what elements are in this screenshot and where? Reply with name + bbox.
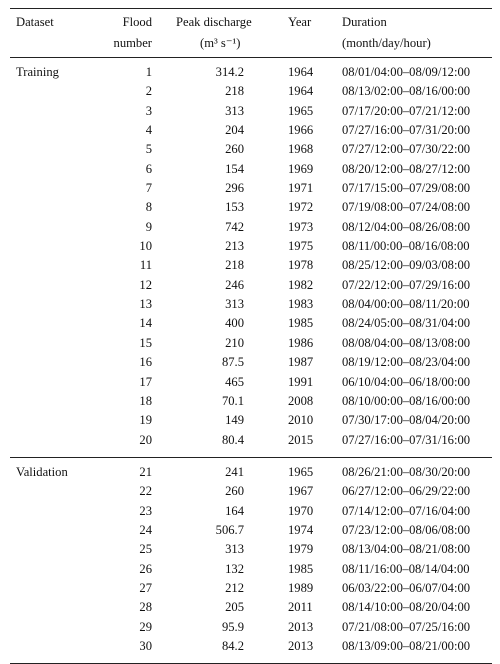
flood-number-cell: 20: [139, 432, 152, 447]
table-row: [10, 334, 492, 353]
table-row: [10, 140, 492, 159]
year-cell: 2013: [272, 637, 330, 664]
flood-number-cell: 8: [145, 200, 152, 215]
peak-discharge-cell: 204: [225, 123, 244, 138]
peak-discharge-cell: 84.2: [162, 637, 272, 664]
flood-number-cell: 10: [139, 239, 152, 254]
table-row: [10, 637, 492, 664]
dataset-cell: [10, 198, 96, 217]
table-row: [10, 353, 492, 372]
year-cell: 1975: [288, 239, 314, 254]
year-cell: 1987: [288, 355, 314, 370]
flood-number-cell: 17: [139, 374, 152, 389]
dataset-cell: [10, 179, 96, 198]
duration-cell: 08/26/21:00–08/30/20:00: [330, 457, 492, 482]
duration-cell: 08/01/04:00–08/09/12:00: [342, 65, 471, 79]
peak-discharge-cell: 313: [225, 542, 244, 557]
peak-discharge-cell: 95.9: [221, 619, 244, 634]
year-cell: 1983: [288, 297, 314, 312]
year-cell: 1968: [288, 142, 314, 157]
dataset-cell: [10, 579, 96, 598]
peak-discharge-cell: 205: [225, 600, 244, 615]
peak-discharge-cell: 260: [225, 484, 244, 499]
table-row: [10, 237, 492, 256]
year-cell: 1967: [288, 484, 314, 499]
peak-discharge-cell: 153: [225, 200, 244, 215]
duration-cell: 08/11/16:00–08/14/04:00: [342, 561, 470, 576]
duration-cell: 06/10/04:00–06/18/00:00: [342, 374, 471, 389]
peak-discharge-cell: 132: [225, 561, 244, 576]
dataset-cell: [10, 540, 96, 559]
duration-cell: 08/10/00:00–08/16/00:00: [342, 393, 471, 408]
peak-discharge-cell: 149: [225, 413, 244, 428]
duration-cell: 08/20/12:00–08/27/12:00: [342, 161, 471, 176]
dataset-cell: [10, 295, 96, 314]
duration-cell: 07/19/08:00–07/24/08:00: [342, 200, 471, 215]
table-row: [10, 218, 492, 237]
year-cell: 1989: [288, 580, 314, 595]
table-row: [10, 482, 492, 501]
duration-cell: 08/14/10:00–08/20/04:00: [342, 600, 471, 615]
table-row: [10, 618, 492, 637]
peak-discharge-cell: 241: [162, 457, 272, 482]
duration-cell: 08/24/05:00–08/31/04:00: [342, 316, 471, 331]
year-cell: 1966: [288, 123, 314, 138]
year-cell: 1973: [288, 219, 314, 234]
dataset-cell: [10, 521, 96, 540]
table-row: [10, 179, 492, 198]
year-cell: 2011: [288, 600, 313, 615]
header-dataset: Dataset: [10, 9, 96, 58]
dataset-cell: [10, 618, 96, 637]
table-row: [10, 102, 492, 121]
peak-discharge-cell: 213: [225, 239, 244, 254]
flood-number-cell: 7: [145, 181, 152, 196]
duration-cell: 08/19/12:00–08/23/04:00: [342, 355, 471, 370]
header-duration: Duration (month/day/hour): [330, 9, 492, 58]
dataset-cell: [10, 256, 96, 275]
flood-number-cell: 28: [139, 600, 152, 615]
training-group: [10, 58, 492, 458]
year-cell: 1964: [288, 65, 314, 79]
year-cell: 1970: [288, 503, 314, 518]
duration-cell: 07/23/12:00–08/06/08:00: [342, 522, 471, 537]
dataset-cell: [10, 373, 96, 392]
table-row: [10, 431, 492, 458]
table-row: [10, 411, 492, 430]
duration-cell: 06/27/12:00–06/29/22:00: [342, 484, 471, 499]
duration-cell: 07/21/08:00–07/25/16:00: [342, 619, 471, 634]
header-flood-number: Flood number: [96, 9, 162, 58]
year-cell: 2013: [288, 619, 314, 634]
table-row: [10, 457, 492, 482]
year-cell: 1964: [288, 84, 314, 99]
peak-discharge-cell: 246: [225, 277, 244, 292]
flood-events-table: [10, 8, 492, 664]
table-row: [10, 256, 492, 275]
flood-number-cell: 9: [145, 219, 152, 234]
flood-number-cell: 19: [139, 413, 152, 428]
dataset-cell: [10, 102, 96, 121]
peak-discharge-cell: 465: [225, 374, 244, 389]
dataset-cell: Training: [16, 65, 59, 79]
flood-number-cell: 15: [139, 335, 152, 350]
table-row: [10, 598, 492, 617]
flood-number-cell: 26: [139, 561, 152, 576]
year-cell: 1978: [288, 258, 314, 273]
year-cell: 1991: [288, 374, 314, 389]
flood-number-cell: 12: [139, 277, 152, 292]
dataset-cell: [10, 218, 96, 237]
duration-cell: 08/25/12:00–09/03/08:00: [342, 258, 471, 273]
duration-cell: 07/27/16:00–07/31/16:00: [342, 432, 471, 447]
flood-number-cell: 2: [145, 84, 152, 99]
year-cell: 1985: [288, 316, 314, 331]
flood-number-cell: 3: [145, 103, 152, 118]
flood-number-cell: 22: [139, 484, 152, 499]
peak-discharge-cell: 218: [225, 84, 244, 99]
peak-discharge-cell: 70.1: [221, 393, 244, 408]
duration-cell: 07/27/12:00–07/30/22:00: [342, 142, 471, 157]
duration-cell: 08/13/04:00–08/21/08:00: [342, 542, 471, 557]
duration-cell: 07/30/17:00–08/04/20:00: [342, 413, 471, 428]
dataset-cell: [10, 237, 96, 256]
year-cell: 2010: [288, 413, 314, 428]
flood-number-cell: 30: [96, 637, 162, 664]
header-peak-discharge: Peak discharge (m³ s⁻¹): [162, 9, 272, 58]
duration-cell: 06/03/22:00–06/07/04:00: [342, 580, 471, 595]
flood-number-cell: 13: [139, 297, 152, 312]
table-row: [10, 540, 492, 559]
peak-discharge-cell: 210: [225, 335, 244, 350]
dataset-cell: [10, 598, 96, 617]
flood-number-cell: 1: [145, 65, 152, 79]
peak-discharge-cell: 212: [225, 580, 244, 595]
peak-discharge-cell: 80.4: [221, 432, 244, 447]
flood-number-cell: 27: [139, 580, 152, 595]
year-cell: 2015: [288, 432, 314, 447]
peak-discharge-cell: 87.5: [221, 355, 244, 370]
duration-cell: 07/14/12:00–07/16/04:00: [342, 503, 471, 518]
dataset-cell: [10, 411, 96, 430]
peak-discharge-cell: 400: [225, 316, 244, 331]
validation-group: [10, 457, 492, 663]
peak-discharge-cell: 742: [225, 219, 244, 234]
table-row: [10, 373, 492, 392]
flood-number-cell: 6: [145, 161, 152, 176]
year-cell: 1969: [288, 161, 314, 176]
dataset-cell: [10, 502, 96, 521]
peak-discharge-cell: 296: [225, 181, 244, 196]
flood-number-cell: 14: [139, 316, 152, 331]
dataset-cell: [10, 353, 96, 372]
dataset-cell: [10, 482, 96, 501]
duration-cell: 07/17/20:00–07/21/12:00: [342, 103, 471, 118]
peak-discharge-cell: 314.2: [215, 65, 244, 79]
dataset-cell: [10, 334, 96, 353]
year-cell: 1986: [288, 335, 314, 350]
peak-discharge-cell: 154: [225, 161, 244, 176]
dataset-cell: [10, 314, 96, 333]
dataset-cell: [10, 560, 96, 579]
duration-cell: 07/27/16:00–07/31/20:00: [342, 123, 471, 138]
dataset-cell: [10, 82, 96, 101]
flood-number-cell: 24: [139, 522, 152, 537]
dataset-cell: [10, 392, 96, 411]
year-cell: 1982: [288, 277, 314, 292]
flood-number-cell: 5: [145, 142, 152, 157]
flood-number-cell: 16: [139, 355, 152, 370]
year-cell: 1985: [288, 561, 314, 576]
duration-cell: 08/13/02:00–08/16/00:00: [342, 84, 471, 99]
duration-cell: 07/22/12:00–07/29/16:00: [342, 277, 471, 292]
flood-number-cell: 25: [139, 542, 152, 557]
table-row: [10, 121, 492, 140]
year-cell: 1972: [288, 200, 314, 215]
year-cell: 1979: [288, 542, 314, 557]
header-year: Year: [272, 9, 330, 58]
duration-cell: 08/08/04:00–08/13/08:00: [342, 335, 471, 350]
table-header: [10, 9, 492, 58]
peak-discharge-cell: 218: [225, 258, 244, 273]
table-row: [10, 502, 492, 521]
dataset-cell: [10, 121, 96, 140]
table-row: [10, 521, 492, 540]
peak-discharge-cell: 506.7: [215, 522, 244, 537]
peak-discharge-cell: 313: [225, 103, 244, 118]
peak-discharge-cell: 260: [225, 142, 244, 157]
table-row: [10, 160, 492, 179]
duration-cell: 08/12/04:00–08/26/08:00: [342, 219, 471, 234]
year-cell: 1965: [272, 457, 330, 482]
dataset-cell: [10, 637, 96, 664]
table-row: [10, 314, 492, 333]
year-cell: 2008: [288, 393, 314, 408]
year-cell: 1974: [288, 522, 314, 537]
peak-discharge-cell: 313: [225, 297, 244, 312]
dataset-cell: [10, 276, 96, 295]
table-row: [10, 276, 492, 295]
duration-cell: 08/11/00:00–08/16/08:00: [342, 239, 470, 254]
table-row: [10, 579, 492, 598]
table-row: [10, 295, 492, 314]
flood-number-cell: 23: [139, 503, 152, 518]
flood-number-cell: 29: [139, 619, 152, 634]
dataset-cell: [10, 140, 96, 159]
flood-number-cell: 4: [145, 123, 152, 138]
flood-number-cell: 11: [139, 258, 152, 273]
peak-discharge-cell: 164: [225, 503, 244, 518]
year-cell: 1971: [288, 181, 314, 196]
table-row: [10, 560, 492, 579]
duration-cell: 08/04/00:00–08/11/20:00: [342, 297, 470, 312]
dataset-cell: [10, 160, 96, 179]
table-row: [10, 82, 492, 101]
table-row: [10, 198, 492, 217]
flood-number-cell: 21: [96, 457, 162, 482]
dataset-cell: Validation: [10, 457, 96, 482]
year-cell: 1965: [288, 103, 314, 118]
dataset-cell: [10, 431, 96, 458]
duration-cell: 07/17/15:00–07/29/08:00: [342, 181, 471, 196]
flood-number-cell: 18: [139, 393, 152, 408]
table-row: [10, 392, 492, 411]
duration-cell: 08/13/09:00–08/21/00:00: [330, 637, 492, 664]
table-row: [10, 58, 492, 83]
